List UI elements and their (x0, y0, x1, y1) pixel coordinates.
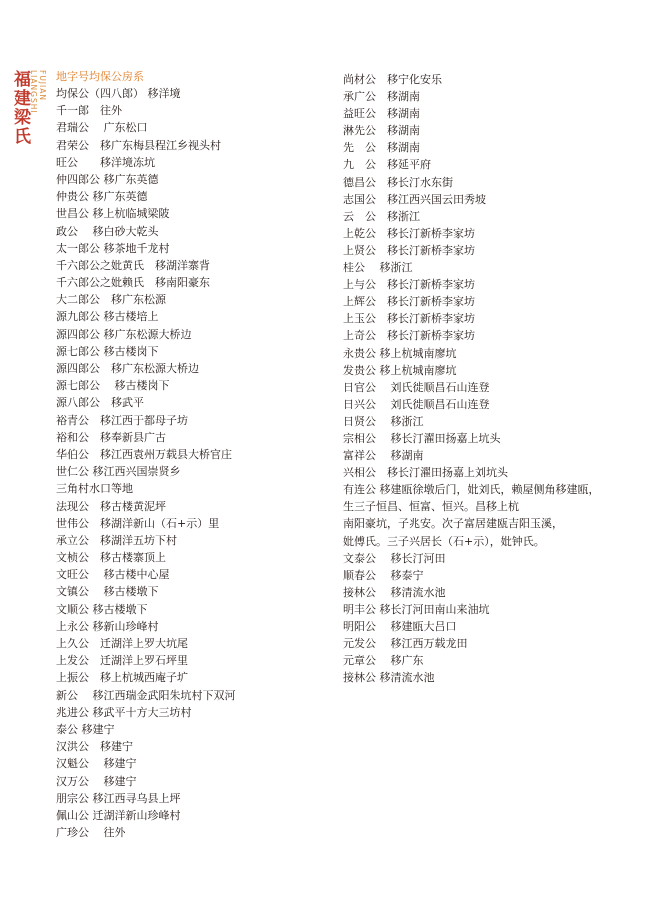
right-column (343, 71, 643, 686)
migration-entry: 上发公 迁湖洋上罗石坪里 (56, 654, 188, 668)
migration-entry: 源九郎公 移古楼培上 (56, 310, 159, 324)
migration-entry: 三角村水口等地 (56, 482, 133, 496)
migration-entry: 日贤公 移浙江 (343, 414, 424, 428)
migration-entry: 发贵公 移上杭城南廖坑 (343, 363, 457, 377)
migration-entry: 妣傅氏。三子兴居长（石+示），妣钟氏。 (343, 534, 545, 548)
migration-entry: 承广公 移湖南 (343, 90, 420, 104)
migration-entry: 上永公 移新山珍峰村 (56, 619, 159, 633)
migration-entry: 兆进公 移武平十方大三坊村 (56, 705, 192, 719)
migration-entry: 上久公 迁湖洋上罗大坑尾 (56, 637, 188, 650)
migration-entry: 世伟公 移湖洋新山（石+示）里 (56, 516, 220, 530)
migration-entry: 尚材公 移宁化安乐 (343, 73, 442, 86)
migration-entry: 德昌公 移长汀水东街 (343, 175, 453, 189)
migration-entry: 文旺公 移古楼中心屋 (56, 568, 170, 582)
migration-entry: 先 公 移湖南 (343, 141, 420, 155)
migration-entry: 大二郎公 移广东松源 (56, 293, 166, 307)
migration-entry: 世仁公 移江西兴国崇贤乡 (56, 465, 181, 479)
left-column (56, 68, 346, 841)
migration-entry: 朋宗公 移江西寻乌县上坪 (56, 791, 181, 805)
migration-entry: 汉万公 移建宁 (56, 774, 137, 788)
migration-entry: 文桢公 移古楼寨顶上 (56, 551, 166, 565)
migration-entry: 生三子恒昌、恒富、恒兴。昌移上杭 (343, 500, 519, 514)
migration-entry: 法现公 移古楼黄泥坪 (56, 499, 166, 513)
migration-entry: 君瑞公 广东松口 (56, 121, 148, 135)
migration-entry: 承立公 移湖洋五坊下村 (56, 533, 177, 547)
migration-entry: 南阳豪坑，子兆安。次子富居建瓯吉阳玉溪， (343, 517, 563, 531)
migration-entry: 上与公 移长汀新桥李家坊 (343, 278, 475, 292)
migration-entry: 明阳公 移建瓯大吕口 (343, 620, 457, 633)
migration-entry: 佩山公 迁湖洋新山珍峰村 (56, 808, 181, 822)
migration-entry: 九 公 移延平府 (343, 158, 431, 172)
migration-entry: 源四郎公 移广东松源大桥边 (56, 362, 199, 375)
migration-entry: 千一郎 往外 (56, 104, 122, 118)
migration-entry: 汉洪公 移建宁 (56, 740, 133, 754)
migration-entry: 接林公 移清流水池 (343, 671, 435, 685)
migration-entry: 益旺公 移湖南 (343, 107, 420, 121)
migration-entry: 桂公 移浙江 (343, 261, 413, 275)
migration-entry: 兴相公 移长汀濯田扬嘉上刘坑头 (343, 466, 508, 480)
migration-entry: 上辉公 移长汀新桥李家坊 (343, 295, 475, 309)
migration-entry: 顺春公 移泰宁 (343, 568, 424, 582)
migration-entry: 千六郎公之妣赖氏 移南阳豪东 (56, 276, 210, 290)
migration-entry: 志国公 移江西兴国云田秀坡 (343, 192, 486, 206)
migration-entry: 文泰公 移长汀河田 (343, 551, 446, 565)
migration-entry: 宗相公 移长汀濯田扬嘉上坑头 (343, 431, 501, 445)
migration-entry: 明丰公 移长汀河田南山来油坑 (343, 602, 490, 616)
migration-entry: 上乾公 移长汀新桥李家坊 (343, 226, 475, 240)
migration-entry: 元发公 移江西万载龙田 (343, 637, 468, 651)
migration-entry: 华伯公 移江西袁州万载县大桥官庄 (56, 447, 232, 461)
migration-entry: 元章公 移广东 (343, 654, 424, 668)
migration-entry: 日官公 刘氏徙顺昌石山连登 (343, 380, 490, 394)
migration-entry: 均保公（四八郎） 移洋境 (56, 87, 181, 100)
migration-entry: 淋先公 移湖南 (343, 124, 420, 138)
migration-entry: 接林公 移清流水池 (343, 585, 446, 599)
migration-entry: 广珍公 往外 (56, 826, 126, 840)
migration-entry: 泰公 移建宁 (56, 722, 115, 736)
migration-entry: 上贤公 移长汀新桥李家坊 (343, 243, 475, 257)
side-title-mark (8, 70, 47, 146)
migration-entry: 永贵公 移上杭城南廖坑 (343, 346, 457, 360)
migration-entry: 源四郎公 移广东松源大桥边 (56, 327, 192, 341)
migration-entry: 云 公 移浙江 (343, 209, 420, 223)
migration-entry: 上奇公 移长汀新桥李家坊 (343, 329, 475, 343)
migration-entry: 千六郎公之妣黄氏 移湖洋寨背 (56, 258, 210, 272)
migration-entry: 上玉公 移长汀新桥李家坊 (343, 312, 475, 326)
migration-entry: 汉魁公 移建宁 (56, 757, 137, 771)
side-latin-title: FUJIAN LIANGSHI (29, 70, 47, 114)
migration-entry: 源八郎公 移武平 (56, 396, 144, 410)
migration-entry: 新公 移江西瑞金武阳朱坑村下双河 (56, 688, 236, 702)
migration-entry: 仲贵公 移广东英德 (56, 190, 148, 204)
migration-entry: 仲四郎公 移广东英德 (56, 172, 159, 186)
migration-entry: 政公 移白砂大乾头 (56, 224, 159, 238)
migration-entry: 世昌公 移上杭临城梁陂 (56, 207, 170, 221)
migration-entry: 太一郎公 移茶地千龙村 (56, 241, 170, 255)
migration-entry: 旺公 移洋境冻坑 (56, 155, 155, 169)
migration-entry: 裕青公 移江西于都母子坊 (56, 413, 188, 427)
migration-entry: 源七郎公 移古楼岗下 (56, 379, 170, 393)
migration-entry: 源七郎公 移古楼岗下 (56, 344, 159, 358)
migration-entry: 文顺公 移古楼墩下 (56, 602, 148, 616)
migration-entry: 文镇公 移古楼墩下 (56, 585, 159, 599)
migration-entry: 上振公 移上杭城西庵子圹 (56, 671, 188, 685)
migration-entry: 有连公 移建瓯徐墩后门，妣刘氏，赖屋侧角移建瓯， (343, 483, 600, 497)
migration-entry: 日兴公 刘氏徙顺昌石山连登 (343, 397, 490, 411)
migration-entry: 富祥公 移湖南 (343, 449, 424, 463)
side-title: 福建梁氏 (10, 70, 30, 146)
migration-entry: 君荣公 移广东梅县程江乡视头村 (56, 138, 221, 152)
migration-entry: 裕和公 移奉新县广古 (56, 430, 166, 444)
section-heading: 地字号均保公房系 (56, 70, 144, 83)
